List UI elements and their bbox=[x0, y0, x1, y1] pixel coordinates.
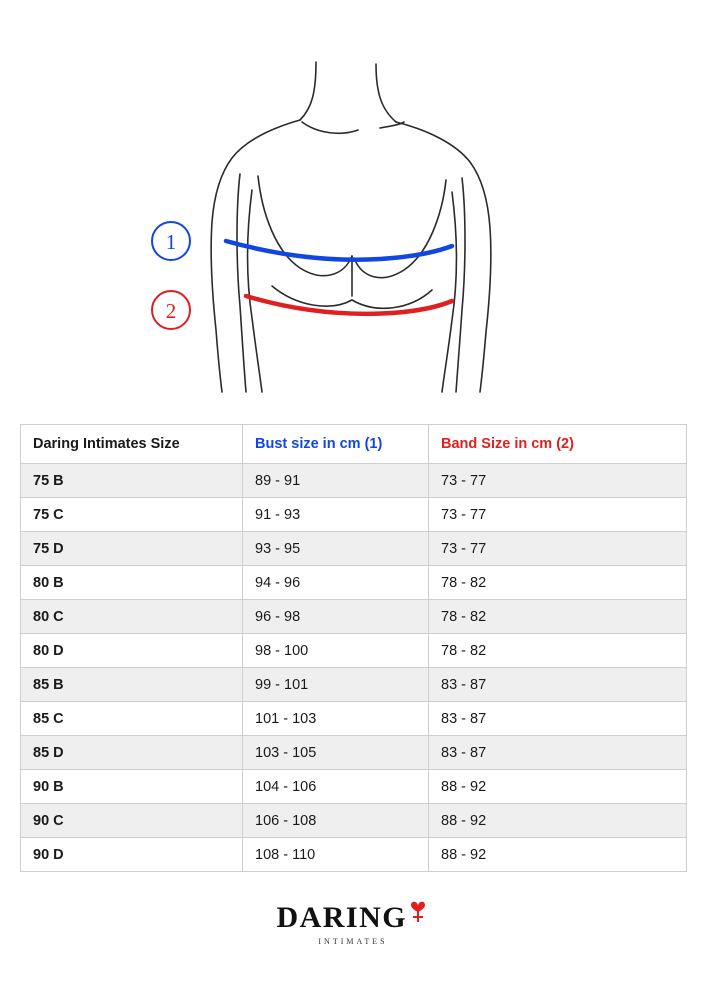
size-table bbox=[20, 424, 687, 872]
cell-size: 90 D bbox=[21, 838, 243, 872]
collarbone-left bbox=[302, 122, 358, 133]
cell-band: 83 - 87 bbox=[429, 668, 687, 702]
brand-tagline: INTIMATES bbox=[318, 937, 388, 946]
cell-bust: 104 - 106 bbox=[243, 770, 429, 804]
table-row bbox=[21, 838, 687, 872]
table-row bbox=[21, 634, 687, 668]
header-size: Daring Intimates Size bbox=[21, 425, 243, 464]
right-bust-curve bbox=[354, 180, 446, 278]
table-row bbox=[21, 566, 687, 600]
cell-band: 78 - 82 bbox=[429, 634, 687, 668]
marker-two-label: 2 bbox=[165, 299, 177, 323]
cell-bust: 103 - 105 bbox=[243, 736, 429, 770]
cell-bust: 94 - 96 bbox=[243, 566, 429, 600]
bust-measure-line bbox=[226, 241, 452, 260]
size-table-head bbox=[21, 425, 687, 464]
right-inner-arm-line bbox=[456, 178, 465, 392]
cell-size: 80 C bbox=[21, 600, 243, 634]
cell-bust: 89 - 91 bbox=[243, 464, 429, 498]
cell-bust: 99 - 101 bbox=[243, 668, 429, 702]
size-table-container bbox=[20, 424, 686, 872]
cell-size: 75 C bbox=[21, 498, 243, 532]
table-row bbox=[21, 770, 687, 804]
cell-size: 85 D bbox=[21, 736, 243, 770]
cell-band: 88 - 92 bbox=[429, 770, 687, 804]
left-underbust-curve bbox=[272, 286, 352, 306]
cell-size: 75 D bbox=[21, 532, 243, 566]
marker-one-label: 1 bbox=[165, 230, 177, 254]
cell-bust: 106 - 108 bbox=[243, 804, 429, 838]
cell-size: 75 B bbox=[21, 464, 243, 498]
table-row bbox=[21, 702, 687, 736]
cell-bust: 96 - 98 bbox=[243, 600, 429, 634]
table-row bbox=[21, 532, 687, 566]
size-table-body bbox=[21, 464, 687, 872]
cell-band: 73 - 77 bbox=[429, 498, 687, 532]
table-row bbox=[21, 804, 687, 838]
cell-size: 80 D bbox=[21, 634, 243, 668]
cell-bust: 91 - 93 bbox=[243, 498, 429, 532]
cell-band: 73 - 77 bbox=[429, 464, 687, 498]
cell-band: 78 - 82 bbox=[429, 600, 687, 634]
cell-size: 85 C bbox=[21, 702, 243, 736]
cell-bust: 93 - 95 bbox=[243, 532, 429, 566]
measurement-illustration bbox=[0, 0, 706, 418]
brand-footer bbox=[0, 900, 706, 949]
cell-band: 88 - 92 bbox=[429, 838, 687, 872]
cell-band: 83 - 87 bbox=[429, 702, 687, 736]
neck-right-line bbox=[376, 64, 396, 122]
table-row bbox=[21, 668, 687, 702]
cell-size: 85 B bbox=[21, 668, 243, 702]
cell-band: 73 - 77 bbox=[429, 532, 687, 566]
collarbone-right bbox=[380, 122, 404, 128]
cell-band: 78 - 82 bbox=[429, 566, 687, 600]
cell-bust: 108 - 110 bbox=[243, 838, 429, 872]
neck-left-line bbox=[300, 62, 316, 120]
cell-size: 90 C bbox=[21, 804, 243, 838]
table-row bbox=[21, 736, 687, 770]
table-header-row bbox=[21, 425, 687, 464]
table-row bbox=[21, 498, 687, 532]
torso-diagram-svg bbox=[0, 0, 706, 418]
cell-bust: 98 - 100 bbox=[243, 634, 429, 668]
header-band: Band Size in cm (2) bbox=[429, 425, 687, 464]
left-inner-arm-line bbox=[237, 174, 246, 392]
right-underbust-curve bbox=[352, 290, 432, 308]
heart-icon bbox=[406, 896, 430, 931]
table-row bbox=[21, 464, 687, 498]
table-row bbox=[21, 600, 687, 634]
header-bust: Bust size in cm (1) bbox=[243, 425, 429, 464]
torso-right-side bbox=[442, 192, 457, 392]
brand-wordmark: DARING bbox=[276, 900, 408, 934]
cell-size: 90 B bbox=[21, 770, 243, 804]
torso-left-side bbox=[248, 190, 263, 392]
cell-band: 88 - 92 bbox=[429, 804, 687, 838]
cell-band: 83 - 87 bbox=[429, 736, 687, 770]
cell-size: 80 B bbox=[21, 566, 243, 600]
cell-bust: 101 - 103 bbox=[243, 702, 429, 736]
brand-logo bbox=[276, 900, 429, 946]
